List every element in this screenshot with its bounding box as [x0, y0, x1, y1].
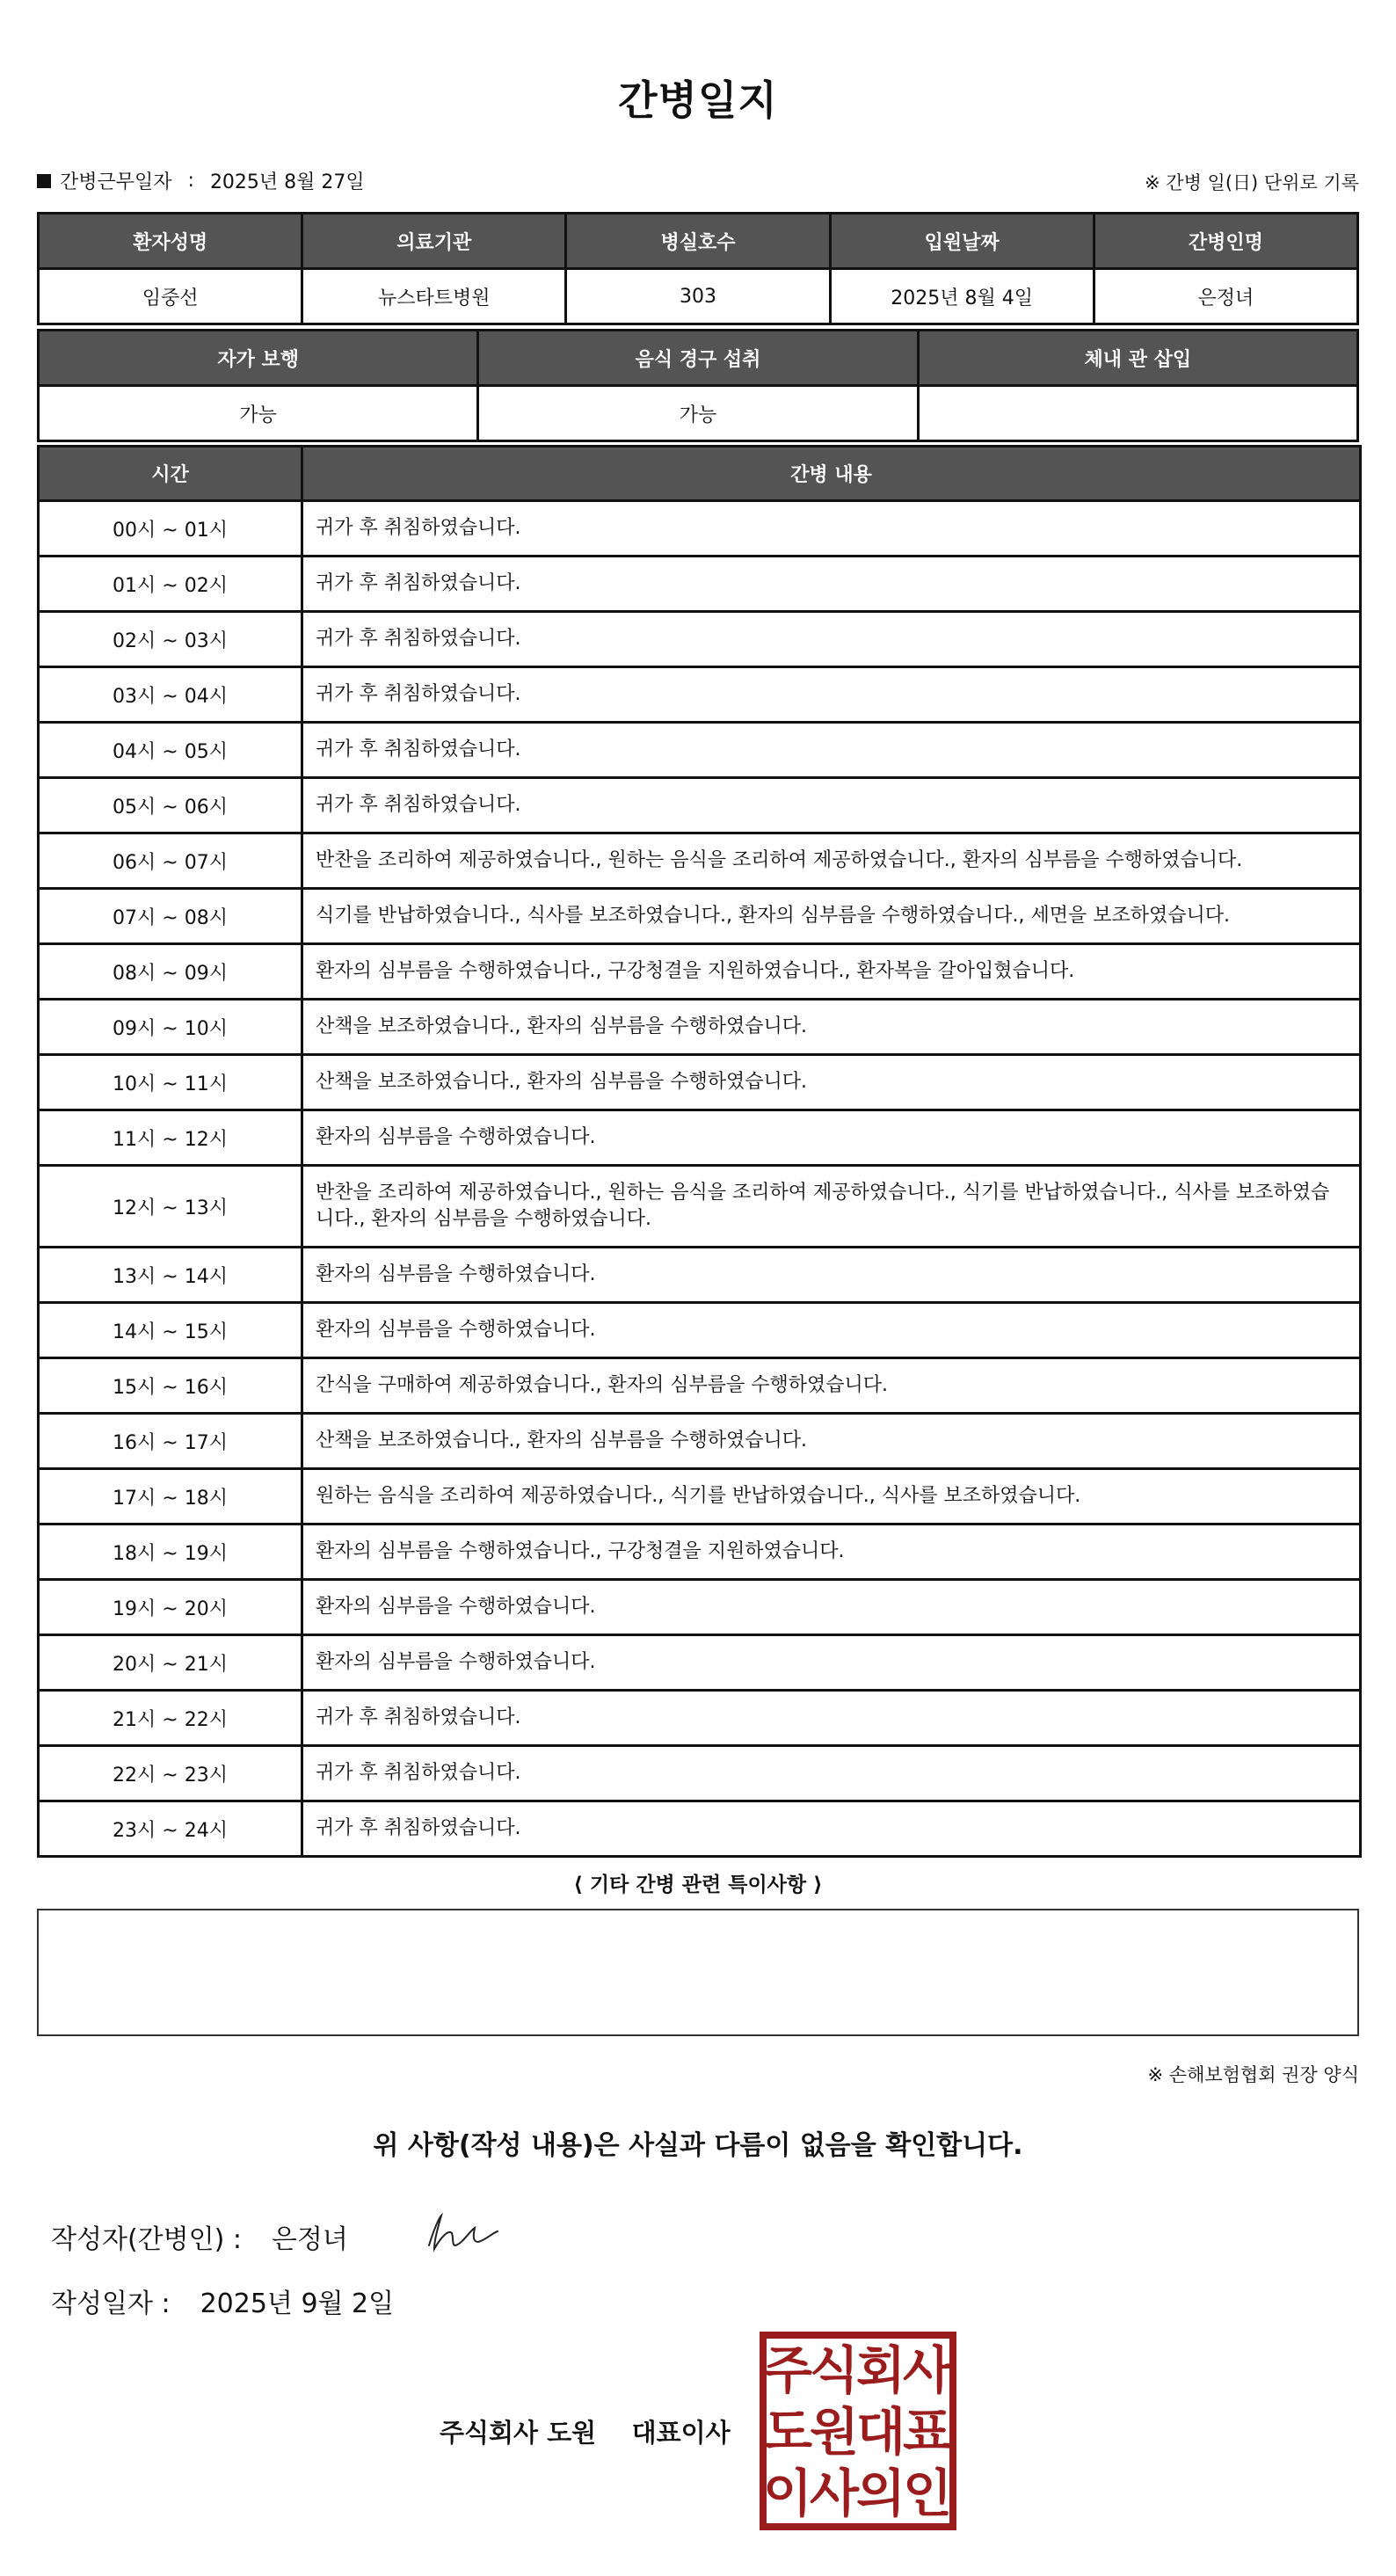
table-row: [39, 833, 1361, 889]
room-number: 303: [566, 269, 830, 324]
time-cell: 05시 ~ 06시: [39, 778, 302, 833]
table-row: [39, 1248, 1361, 1303]
time-cell: 13시 ~ 14시: [39, 1248, 302, 1303]
company-seal-stamp: [760, 2332, 956, 2530]
time-cell: 04시 ~ 05시: [39, 723, 302, 778]
square-bullet-icon: [37, 174, 51, 188]
work-date-line: [37, 167, 365, 194]
table-row: [39, 557, 1361, 612]
stamp-character: 의: [855, 2463, 906, 2523]
table-row: [39, 1000, 1361, 1055]
care-note-cell: 귀가 후 취침하였습니다.: [302, 778, 1361, 833]
care-note-cell: 반찬을 조리하여 제공하였습니다., 원하는 음식을 조리하여 제공하였습니다., 환자의 심부름을 수행하였습니다.: [302, 833, 1361, 889]
time-cell: 17시 ~ 18시: [39, 1469, 302, 1524]
oral-intake-value: 가능: [478, 386, 918, 441]
caregiver-name: 은정녀: [1094, 269, 1357, 324]
stamp-character: 도: [762, 2402, 813, 2462]
tube-insertion-value: [918, 386, 1357, 441]
care-note-cell: 환자의 심부름을 수행하였습니다.: [302, 1580, 1361, 1635]
care-note-cell: 간식을 구매하여 제공하였습니다., 환자의 심부름을 수행하였습니다.: [302, 1358, 1361, 1414]
self-walking-value: 가능: [39, 386, 478, 441]
table-row: [39, 667, 1361, 723]
time-cell: 22시 ~ 23시: [39, 1746, 302, 1801]
header-care-content: 간병 내용: [302, 447, 1361, 501]
care-note-cell: 반찬을 조리하여 제공하였습니다., 원하는 음식을 조리하여 제공하였습니다., 식기를 반납하였습니다., 식사를 보조하였습니다., 환자의 심부름을 수행하였습니다.: [302, 1166, 1361, 1248]
header-admission-date: 입원날짜: [830, 214, 1094, 269]
patient-condition-table: [37, 329, 1359, 442]
care-note-cell: 원하는 음식을 조리하여 제공하였습니다., 식기를 반납하였습니다., 식사를 보조하였습니다.: [302, 1469, 1361, 1524]
written-date-line: [51, 2281, 394, 2320]
table-row: [39, 1110, 1361, 1166]
header-hospital: 의료기관: [302, 214, 566, 269]
time-cell: 00시 ~ 01시: [39, 501, 302, 557]
stamp-character: 사: [902, 2340, 953, 2400]
care-note-cell: 산책을 보조하였습니다., 환자의 심부름을 수행하였습니다.: [302, 1055, 1361, 1110]
time-cell: 19시 ~ 20시: [39, 1580, 302, 1635]
company-representative: 주식회사 도원 대표이사: [440, 2418, 731, 2448]
care-note-cell: 환자의 심부름을 수행하였습니다., 구강청결을 지원하였습니다., 환자복을 갈아입혔습니다.: [302, 944, 1361, 1000]
time-cell: 09시 ~ 10시: [39, 1000, 302, 1055]
header-room: 병실호수: [566, 214, 830, 269]
care-note-cell: 환자의 심부름을 수행하였습니다.: [302, 1635, 1361, 1691]
stamp-character: 대: [855, 2402, 906, 2462]
table-row: [39, 944, 1361, 1000]
stamp-character: 주: [762, 2340, 813, 2400]
page-title: 간병일지: [618, 76, 778, 124]
table-row: [39, 1358, 1361, 1414]
care-note-cell: 귀가 후 취침하였습니다.: [302, 1691, 1361, 1746]
form-note: ※ 손해보험협회 권장 양식: [1147, 2064, 1359, 2085]
time-cell: 03시 ~ 04시: [39, 667, 302, 723]
table-row: [39, 1469, 1361, 1524]
stamp-character: 식: [809, 2340, 860, 2400]
writer-name: 은정녀: [271, 2224, 348, 2255]
care-note-cell: 귀가 후 취침하였습니다.: [302, 557, 1361, 612]
table-row: [39, 1580, 1361, 1635]
time-cell: 14시 ~ 15시: [39, 1303, 302, 1358]
table-row: [39, 1746, 1361, 1801]
writer-label: 작성자(간병인) :: [51, 2224, 242, 2255]
time-cell: 23시 ~ 24시: [39, 1801, 302, 1857]
time-cell: 06시 ~ 07시: [39, 833, 302, 889]
special-notes-box: [37, 1909, 1359, 2036]
stamp-character: 이: [762, 2463, 813, 2523]
care-note-cell: 귀가 후 취침하였습니다.: [302, 1746, 1361, 1801]
signature: [422, 2210, 501, 2254]
header-caregiver: 간병인명: [1094, 214, 1357, 269]
table-row: [39, 1303, 1361, 1358]
table-row: [39, 1635, 1361, 1691]
writer-line: [51, 2217, 348, 2256]
time-cell: 12시 ~ 13시: [39, 1166, 302, 1248]
stamp-character: 사: [809, 2463, 860, 2523]
time-cell: 08시 ~ 09시: [39, 944, 302, 1000]
time-cell: 21시 ~ 22시: [39, 1691, 302, 1746]
care-note-cell: 식기를 반납하였습니다., 식사를 보조하였습니다., 환자의 심부름을 수행하였습니다., 세면을 보조하였습니다.: [302, 889, 1361, 944]
care-note-cell: 귀가 후 취침하였습니다.: [302, 1801, 1361, 1857]
care-note-cell: 귀가 후 취침하였습니다.: [302, 667, 1361, 723]
care-note-cell: 산책을 보조하였습니다., 환자의 심부름을 수행하였습니다.: [302, 1414, 1361, 1469]
hospital-name: 뉴스타트병원: [302, 269, 566, 324]
care-note-cell: 산책을 보조하였습니다., 환자의 심부름을 수행하였습니다.: [302, 1000, 1361, 1055]
header-oral-intake: 음식 경구 섭취: [478, 331, 918, 386]
admission-date: 2025년 8월 4일: [830, 269, 1094, 324]
table-row: [39, 1801, 1361, 1857]
time-cell: 11시 ~ 12시: [39, 1110, 302, 1166]
patient-name: 임중선: [39, 269, 302, 324]
table-row: [39, 1166, 1361, 1248]
care-note-cell: 환자의 심부름을 수행하였습니다.: [302, 1248, 1361, 1303]
table-row: [39, 612, 1361, 667]
work-date-label: 간병근무일자: [60, 171, 172, 193]
care-note-cell: 귀가 후 취침하였습니다.: [302, 501, 1361, 557]
time-cell: 16시 ~ 17시: [39, 1414, 302, 1469]
table-row: [39, 889, 1361, 944]
time-cell: 01시 ~ 02시: [39, 557, 302, 612]
table-row: [39, 723, 1361, 778]
table-row: [39, 1524, 1361, 1580]
header-tube-insertion: 체내 관 삽입: [918, 331, 1357, 386]
special-notes-title: ⟨ 기타 간병 관련 특이사항 ⟩: [573, 1874, 823, 1896]
stamp-character: 표: [902, 2402, 953, 2462]
table-row: [39, 1055, 1361, 1110]
patient-info-table: [37, 212, 1359, 325]
header-self-walking: 자가 보행: [39, 331, 478, 386]
time-cell: 15시 ~ 16시: [39, 1358, 302, 1414]
header-time: 시간: [39, 447, 302, 501]
care-note-cell: 환자의 심부름을 수행하였습니다., 구강청결을 지원하였습니다.: [302, 1524, 1361, 1580]
table-row: [39, 1691, 1361, 1746]
table-row: [39, 1414, 1361, 1469]
unit-note: ※ 간병 일(日) 단위로 기록: [1145, 172, 1359, 193]
time-cell: 02시 ~ 03시: [39, 612, 302, 667]
time-cell: 10시 ~ 11시: [39, 1055, 302, 1110]
table-row: [39, 778, 1361, 833]
care-note-cell: 귀가 후 취침하였습니다.: [302, 723, 1361, 778]
work-date-value: 2025년 8월 27일: [209, 171, 365, 193]
stamp-character: 회: [855, 2340, 906, 2400]
care-note-cell: 환자의 심부름을 수행하였습니다.: [302, 1110, 1361, 1166]
time-cell: 20시 ~ 21시: [39, 1635, 302, 1691]
stamp-character: 인: [902, 2463, 953, 2523]
time-cell: 07시 ~ 08시: [39, 889, 302, 944]
care-note-cell: 귀가 후 취침하였습니다.: [302, 612, 1361, 667]
work-date-separator: :: [187, 170, 194, 192]
care-log-table: [37, 445, 1362, 1858]
table-row: [39, 501, 1361, 557]
time-cell: 18시 ~ 19시: [39, 1524, 302, 1580]
header-patient-name: 환자성명: [39, 214, 302, 269]
care-note-cell: 환자의 심부름을 수행하였습니다.: [302, 1303, 1361, 1358]
written-date-label: 작성일자 :: [51, 2289, 171, 2319]
confirmation-statement: 위 사항(작성 내용)은 사실과 다름이 없음을 확인합니다.: [373, 2130, 1023, 2161]
care-log-body: [39, 501, 1361, 1857]
written-date-value: 2025년 9월 2일: [200, 2289, 395, 2319]
stamp-character: 원: [809, 2402, 860, 2462]
